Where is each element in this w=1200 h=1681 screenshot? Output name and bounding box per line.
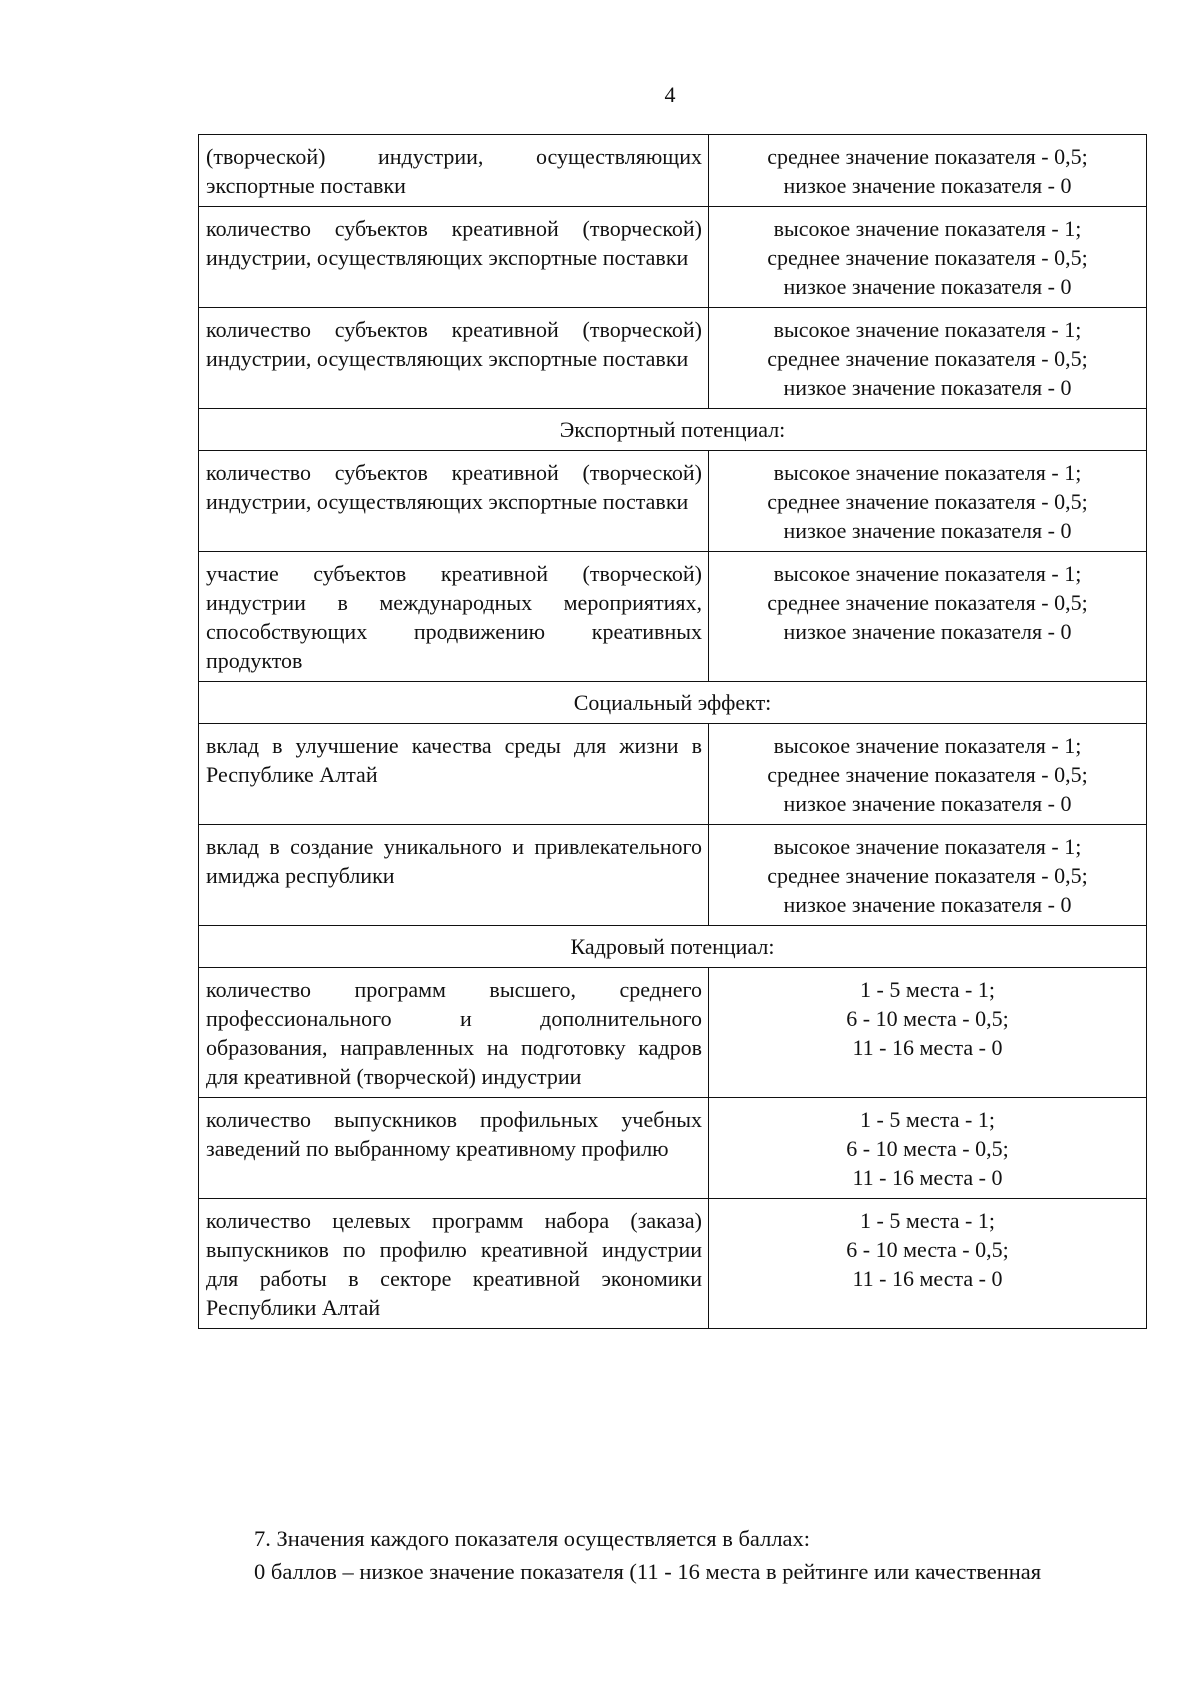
indicator-name: участие субъектов креативной (творческой) индустрии в международных мероприятиях, способствующих продвижению креативных продуктов (199, 552, 709, 682)
value-medium: среднее значение показателя - 0,5; (767, 762, 1088, 787)
value-medium: среднее значение показателя - 0,5; (767, 144, 1088, 169)
value-places-low: 11 - 16 места - 0 (852, 1266, 1003, 1291)
indicator-name: количество субъектов креативной (творческой) индустрии, осуществляющих экспортные поставки (199, 308, 709, 409)
paragraph-7-heading: 7. Значения каждого показателя осуществляется в баллах: (254, 1526, 811, 1551)
page-number: 4 (664, 82, 676, 107)
indicator-values (709, 135, 1147, 207)
indicator-name: количество программ высшего, среднего профессионального и дополнительного образования, направленных на подготовку кадров для креативной (творческой) индустрии (199, 968, 709, 1098)
value-low: низкое значение показателя - 0 (783, 375, 1072, 400)
indicator-name: количество субъектов креативной (творческой) индустрии, осуществляющих экспортные поставки (199, 207, 709, 308)
indicator-values (709, 207, 1147, 308)
table-row (199, 1098, 1147, 1199)
value-low: низкое значение показателя - 0 (783, 892, 1072, 917)
indicator-values (709, 451, 1147, 552)
indicator-values (709, 724, 1147, 825)
value-medium: среднее значение показателя - 0,5; (767, 489, 1088, 514)
value-places-top: 1 - 5 места - 1; (860, 977, 995, 1002)
section-header-row (199, 409, 1147, 451)
paragraph-7-line-2: 0 баллов – низкое значение показателя (11 - 16 места в рейтинге или качественная (254, 1559, 1042, 1584)
value-medium: среднее значение показателя - 0,5; (767, 863, 1088, 888)
value-low: низкое значение показателя - 0 (783, 791, 1072, 816)
value-low: низкое значение показателя - 0 (783, 518, 1072, 543)
table-row (199, 724, 1147, 825)
indicator-values (709, 1098, 1147, 1199)
table-row (199, 968, 1147, 1098)
indicator-name: (творческой) индустрии, осуществляющих экспортные поставки (199, 135, 709, 207)
value-low: низкое значение показателя - 0 (783, 274, 1072, 299)
value-high: высокое значение показателя - 1; (773, 317, 1082, 342)
value-places-top: 1 - 5 места - 1; (860, 1107, 995, 1132)
section-header-row (199, 682, 1147, 724)
indicator-values (709, 1199, 1147, 1329)
value-high: высокое значение показателя - 1; (773, 561, 1082, 586)
indicator-name: вклад в улучшение качества среды для жизни в Республике Алтай (199, 724, 709, 825)
table-row (199, 552, 1147, 682)
table-row (199, 825, 1147, 926)
value-places-low: 11 - 16 места - 0 (852, 1035, 1003, 1060)
value-medium: среднее значение показателя - 0,5; (767, 590, 1088, 615)
value-low: низкое значение показателя - 0 (783, 619, 1072, 644)
section-heading-export: Экспортный потенциал: (199, 409, 1147, 451)
section-heading-staff: Кадровый потенциал: (199, 926, 1147, 968)
value-medium: среднее значение показателя - 0,5; (767, 245, 1088, 270)
table-row (199, 1199, 1147, 1329)
table-row (199, 135, 1147, 207)
indicator-name: количество субъектов креативной (творческой) индустрии, осуществляющих экспортные поставки (199, 451, 709, 552)
value-places-mid: 6 - 10 места - 0,5; (846, 1237, 1009, 1262)
value-places-mid: 6 - 10 места - 0,5; (846, 1136, 1009, 1161)
table-row (199, 308, 1147, 409)
value-high: высокое значение показателя - 1; (773, 834, 1082, 859)
value-high: высокое значение показателя - 1; (773, 733, 1082, 758)
indicator-name: вклад в создание уникального и привлекательного имиджа республики (199, 825, 709, 926)
table-row (199, 207, 1147, 308)
value-high: высокое значение показателя - 1; (773, 216, 1082, 241)
indicator-values (709, 308, 1147, 409)
indicator-table (198, 134, 1147, 1329)
value-places-low: 11 - 16 места - 0 (852, 1165, 1003, 1190)
table-row (199, 451, 1147, 552)
indicator-values (709, 552, 1147, 682)
indicator-name: количество целевых программ набора (заказа) выпускников по профилю креативной индустрии для работы в секторе креативной экономики Республики Алтай (199, 1199, 709, 1329)
value-places-mid: 6 - 10 места - 0,5; (846, 1006, 1009, 1031)
value-low: низкое значение показателя - 0 (783, 173, 1072, 198)
value-medium: среднее значение показателя - 0,5; (767, 346, 1088, 371)
value-places-top: 1 - 5 места - 1; (860, 1208, 995, 1233)
section-header-row (199, 926, 1147, 968)
indicator-values (709, 825, 1147, 926)
section-heading-social: Социальный эффект: (199, 682, 1147, 724)
indicator-values (709, 968, 1147, 1098)
indicator-name: количество выпускников профильных учебных заведений по выбранному креативному профилю (199, 1098, 709, 1199)
value-high: высокое значение показателя - 1; (773, 460, 1082, 485)
